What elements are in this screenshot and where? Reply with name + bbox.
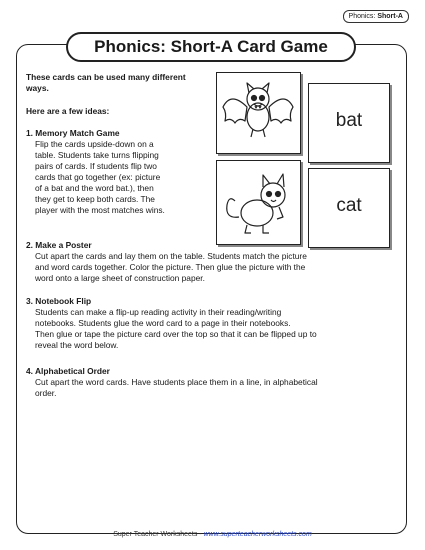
section-body-line: Students can make a flip-up reading activity in their reading/writing <box>35 307 282 317</box>
section-body-line: Flip the cards upside-down on a <box>35 139 154 149</box>
section-body-line: they get to keep both cards. The <box>35 194 155 204</box>
section-body-line: order. <box>35 388 57 398</box>
section-body-line: notebooks. Students glue the word card to a page in their notebooks. <box>35 318 291 328</box>
cat-word-card <box>308 168 390 248</box>
section-notebook-flip <box>26 296 401 351</box>
section-body-line: player with the most matches wins. <box>35 205 165 215</box>
section-body-line: and word cards together. Color the picture. Then glue the picture with the <box>35 262 306 272</box>
worksheet-page <box>16 10 409 530</box>
section-body-line: table. Students take turns flipping <box>35 150 159 160</box>
section-body-line: Then glue or tape the picture card over the top so that it can be flipped up to <box>35 329 317 339</box>
section-heading: 1. Memory Match Game <box>26 128 120 138</box>
page-footer <box>0 531 425 538</box>
bat-picture-card <box>216 72 301 154</box>
section-memory-match <box>26 128 216 216</box>
tag-prefix: Phonics: <box>348 13 378 20</box>
section-heading: 4. Alphabetical Order <box>26 366 110 376</box>
tag-topic: Short-A <box>377 13 403 20</box>
section-body-line: cards that go together (ex: picture <box>35 172 161 182</box>
section-alphabetical-order <box>26 366 401 399</box>
section-heading: 3. Notebook Flip <box>26 296 92 306</box>
section-body-line: Cut apart the word cards. Have students place them in a line, in alphabetical <box>35 377 318 387</box>
bat-icon <box>217 73 299 152</box>
section-body-line: word onto a large sheet of construction paper. <box>35 273 205 283</box>
intro-text: These cards can be used many different ways. <box>26 72 186 93</box>
cat-icon <box>217 161 299 243</box>
cat-picture-card <box>216 160 301 245</box>
card-word: bat <box>335 110 363 131</box>
bat-word-card <box>308 83 390 163</box>
intro-subtext: Here are a few ideas: <box>26 106 110 116</box>
section-body-line: of a bat and the word bat.), then <box>35 183 154 193</box>
footer-separator: - <box>197 531 204 538</box>
footer-brand: Super Teacher Worksheets <box>113 531 198 538</box>
section-body-line: reveal the word below. <box>35 340 119 350</box>
section-body-line: Cut apart the cards and lay them on the table. Students match the picture <box>35 251 307 261</box>
section-body-line: pairs of cards. If students flip two <box>35 161 157 171</box>
section-heading: 2. Make a Poster <box>26 240 92 250</box>
footer-link[interactable]: www.superteacherworksheets.com <box>203 531 312 538</box>
card-word: cat <box>336 195 362 216</box>
page-title: Phonics: Short-A Card Game <box>66 32 356 62</box>
topic-tag <box>343 10 409 23</box>
